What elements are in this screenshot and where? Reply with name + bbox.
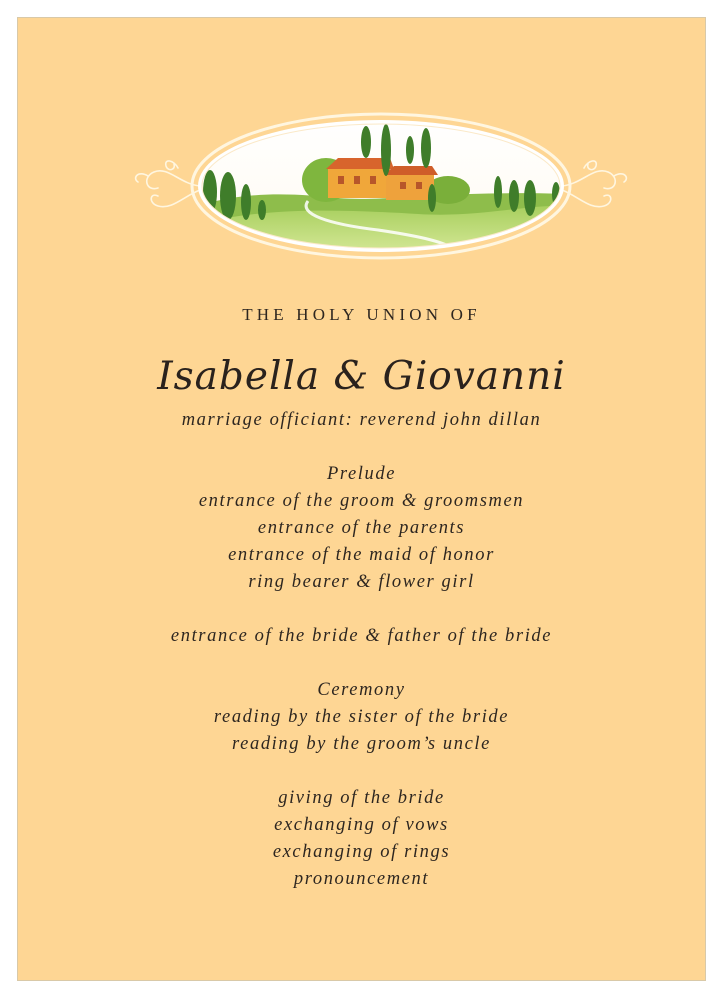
program-item: reading by the groom’s uncle <box>232 734 491 754</box>
couple-names: Isabella & Giovanni <box>157 354 566 399</box>
prelude-heading: Prelude <box>326 464 397 484</box>
left-flourish-icon <box>136 161 200 207</box>
ceremony-heading: Ceremony <box>317 680 406 700</box>
program-item: ring bearer & flower girl <box>248 572 475 592</box>
program-item: exchanging of vows <box>274 815 449 835</box>
program-item: reading by the sister of the bride <box>213 707 510 727</box>
program-item: exchanging of rings <box>272 842 451 862</box>
program-item: entrance of the parents <box>257 518 466 538</box>
program-item: giving of the bride <box>278 788 445 808</box>
program-card <box>17 17 706 981</box>
bride-entrance-line: entrance of the bride & father of the bride <box>170 626 553 646</box>
officiant-line: marriage officiant: reverend john dillan <box>181 410 542 430</box>
tuscan-villa-vignette <box>128 106 634 266</box>
right-flourish-icon <box>562 161 626 207</box>
kicker-heading: THE HOLY UNION OF <box>242 305 481 324</box>
program-item: pronouncement <box>293 869 430 889</box>
program-item: entrance of the maid of honor <box>228 545 495 565</box>
program-item: entrance of the groom & groomsmen <box>198 491 525 511</box>
